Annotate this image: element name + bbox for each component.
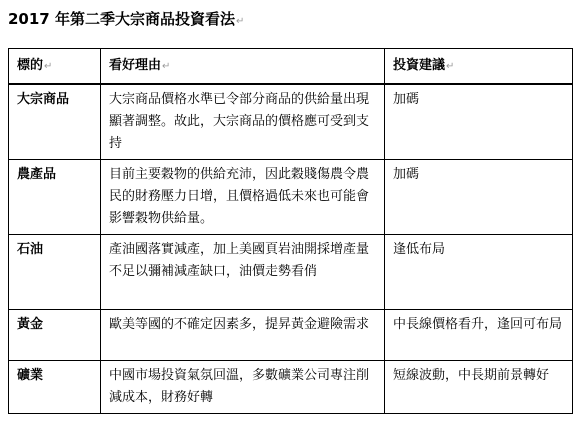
paragraph-mark-icon: ↵ xyxy=(162,61,171,72)
paragraph-mark-icon: ↵ xyxy=(235,16,245,27)
paragraph-mark-icon: ↵ xyxy=(446,61,455,72)
header-reason-label: 看好理由 xyxy=(109,58,162,73)
cell-reason: 目前主要穀物的供給充沛，因此穀賤傷農令農民的財務壓力日增，且價格過低未來也可能會影響穀物供給量。 xyxy=(101,160,385,235)
cell-reason: 產油國落實減產，加上美國頁岩油開採增產量不足以彌補減產缺口，油價走勢看俏 xyxy=(101,235,385,310)
document-title xyxy=(8,9,244,32)
cell-reason: 大宗商品價格水準已令部分商品的供給量出現顯著調整。故此，大宗商品的價格應可受到支持 xyxy=(101,84,385,160)
header-advice xyxy=(385,49,573,85)
header-target-label: 標的 xyxy=(17,58,44,73)
paragraph-mark-icon: ↵ xyxy=(44,61,53,72)
cell-advice: 逢低布局 xyxy=(385,235,573,310)
header-reason xyxy=(101,49,385,85)
cell-target: 黃金 xyxy=(9,310,101,361)
table-row xyxy=(9,235,573,310)
header-advice-label: 投資建議 xyxy=(393,58,446,73)
table-row xyxy=(9,160,573,235)
cell-advice: 加碼 xyxy=(385,84,573,160)
cell-target: 農產品 xyxy=(9,160,101,235)
cell-target: 石油 xyxy=(9,235,101,310)
cell-reason: 中國市場投資氣氛回溫，多數礦業公司專注削減成本，財務好轉 xyxy=(101,361,385,414)
cell-reason: 歐美等國的不確定因素多，提昇黃金避險需求 xyxy=(101,310,385,361)
cell-advice: 短線波動，中長期前景轉好 xyxy=(385,361,573,414)
header-target xyxy=(9,49,101,85)
table-row xyxy=(9,310,573,361)
cell-target: 礦業 xyxy=(9,361,101,414)
table-header-row xyxy=(9,49,573,85)
document-title-text: 2017 年第二季大宗商品投資看法 xyxy=(8,10,235,28)
commodity-outlook-table xyxy=(8,48,573,414)
table-row xyxy=(9,84,573,160)
cell-advice: 中長線價格看升，逢回可布局 xyxy=(385,310,573,361)
cell-target: 大宗商品 xyxy=(9,84,101,160)
cell-advice: 加碼 xyxy=(385,160,573,235)
table-row xyxy=(9,361,573,414)
